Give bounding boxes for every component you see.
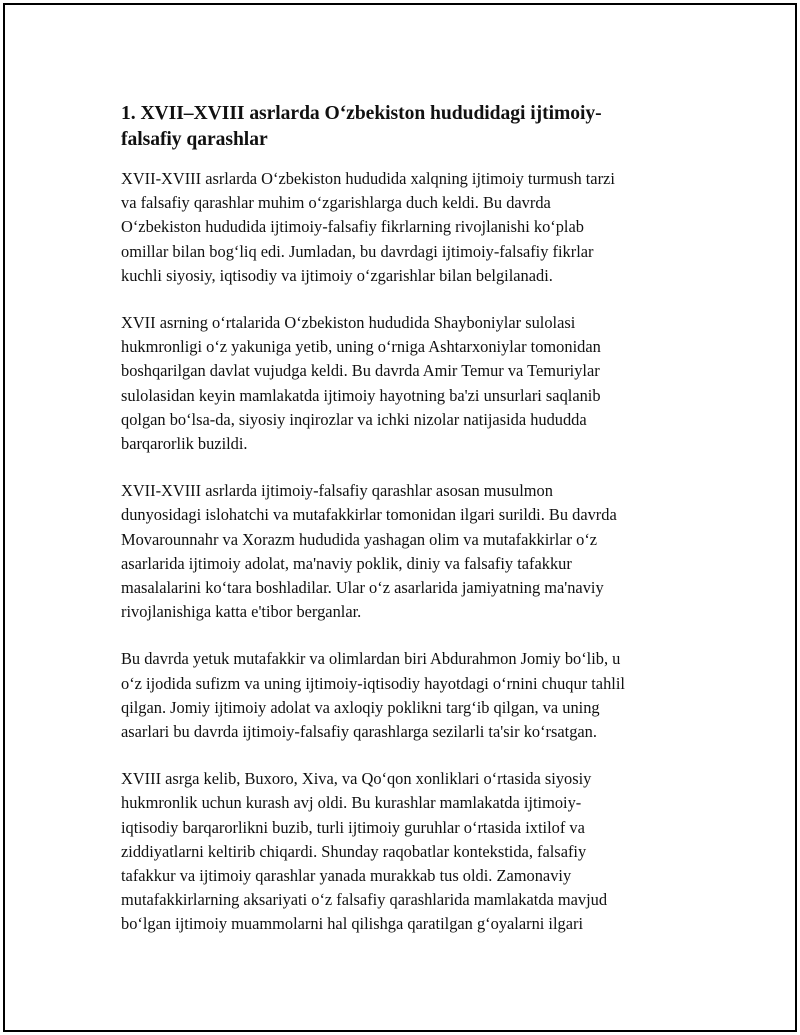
heading-line: 1. XVII–XVIII asrlarda O‘zbekiston hududidagi ijtimoiy-: [121, 103, 602, 124]
paragraph-line: kuchli siyosiy, iqtisodiy va ijtimoiy o‘zgarishlar bilan belgilanadi.: [121, 265, 553, 285]
paragraph-line: dunyosidagi islohatchi va mutafakkirlar tomonidan ilgari surildi. Bu davrda: [121, 505, 617, 525]
paragraph-line: rivojlanishiga katta e'tibor berganlar.: [121, 602, 362, 622]
paragraph-line: hukmronlik uchun kurash avj oldi. Bu kurashlar mamlakatda ijtimoiy-: [121, 793, 582, 813]
paragraph-line: sulolasidan keyin mamlakatda ijtimoiy hayotning ba'zi unsurlari saqlanib: [121, 385, 601, 405]
paragraph-line: XVII-XVIII asrlarda O‘zbekiston hududida xalqning ijtimoiy turmush tarzi: [121, 169, 615, 188]
paragraph-line: iqtisodiy barqarorlikni buzib, turli ijtimoiy guruhlar o‘rtasida ixtilof va: [121, 817, 585, 837]
paragraph-line: qilgan. Jomiy ijtimoiy adolat va axloqiy poklikni targ‘ib qilgan, va uning: [121, 697, 600, 717]
section-heading: [121, 101, 691, 153]
paragraph-line: Bu davrda yetuk mutafakkir va olimlardan biri Abdurahmon Jomiy bo‘lib, u: [121, 649, 621, 669]
body-paragraph: [121, 767, 691, 936]
body-paragraph: [121, 479, 691, 624]
paragraph-line: mutafakkirlarning aksariyati o‘z falsafiy qarashlarida mamlakatda mavjud: [121, 890, 608, 910]
paragraph-line: barqarorlik buzildi.: [121, 434, 248, 454]
paragraph-line: ziddiyatlarni keltirib chiqardi. Shunday raqobatlar kontekstida, falsafiy: [121, 841, 587, 861]
document-body: [121, 101, 691, 960]
body-paragraph: [121, 311, 691, 456]
paragraph-line: Movarounnahr va Xorazm hududida yashagan olim va mutafakkirlar o‘z: [121, 529, 598, 549]
paragraph-line: o‘z ijodida sufizm va uning ijtimoiy-iqtisodiy hayotdagi o‘rnini chuqur tahlil: [121, 673, 625, 693]
paragraph-line: XVII asrning o‘rtalarida O‘zbekiston hududida Shayboniylar sulolasi: [121, 313, 576, 333]
paragraph-line: omillar bilan bog‘liq edi. Jumladan, bu davrdagi ijtimoiy-falsafiy fikrlar: [121, 241, 594, 261]
paragraph-line: O‘zbekiston hududida ijtimoiy-falsafiy fikrlarning rivojlanishi ko‘plab: [121, 217, 584, 237]
paragraph-line: asarlari bu davrda ijtimoiy-falsafiy qarashlarga sezilarli ta'sir ko‘rsatgan.: [121, 722, 597, 742]
paragraph-line: hukmronligi o‘z yakuniga yetib, uning o‘rniga Ashtarxoniylar tomonidan: [121, 337, 601, 357]
paragraph-line: qolgan bo‘lsa-da, siyosiy inqirozlar va ichki nizolar natijasida hududda: [121, 409, 587, 429]
heading-line: falsafiy qarashlar: [121, 129, 268, 150]
paragraph-line: boshqarilgan davlat vujudga keldi. Bu davrda Amir Temur va Temuriylar: [121, 361, 600, 381]
paragraph-line: bo‘lgan ijtimoiy muammolarni hal qilishga qaratilgan g‘oyalarni ilgari: [121, 914, 584, 934]
paragraph-line: tafakkur va ijtimoiy qarashlar yanada murakkab tus oldi. Zamonaviy: [121, 866, 572, 886]
document-page: [3, 3, 797, 1032]
paragraph-line: XVIII asrga kelib, Buxoro, Xiva, va Qo‘qon xonliklari o‘rtasida siyosiy: [121, 769, 592, 789]
body-paragraph: [121, 167, 691, 288]
paragraph-line: XVII-XVIII asrlarda ijtimoiy-falsafiy qarashlar asosan musulmon: [121, 481, 553, 501]
body-paragraph: [121, 647, 691, 744]
paragraph-line: asarlarida ijtimoiy adolat, ma'naviy poklik, diniy va falsafiy tafakkur: [121, 553, 572, 573]
paragraph-line: va falsafiy qarashlar muhim o‘zgarishlarga duch keldi. Bu davrda: [121, 193, 551, 213]
paragraph-line: masalalarini ko‘tara boshladilar. Ular o‘z asarlarida jamiyatning ma'naviy: [121, 578, 604, 598]
